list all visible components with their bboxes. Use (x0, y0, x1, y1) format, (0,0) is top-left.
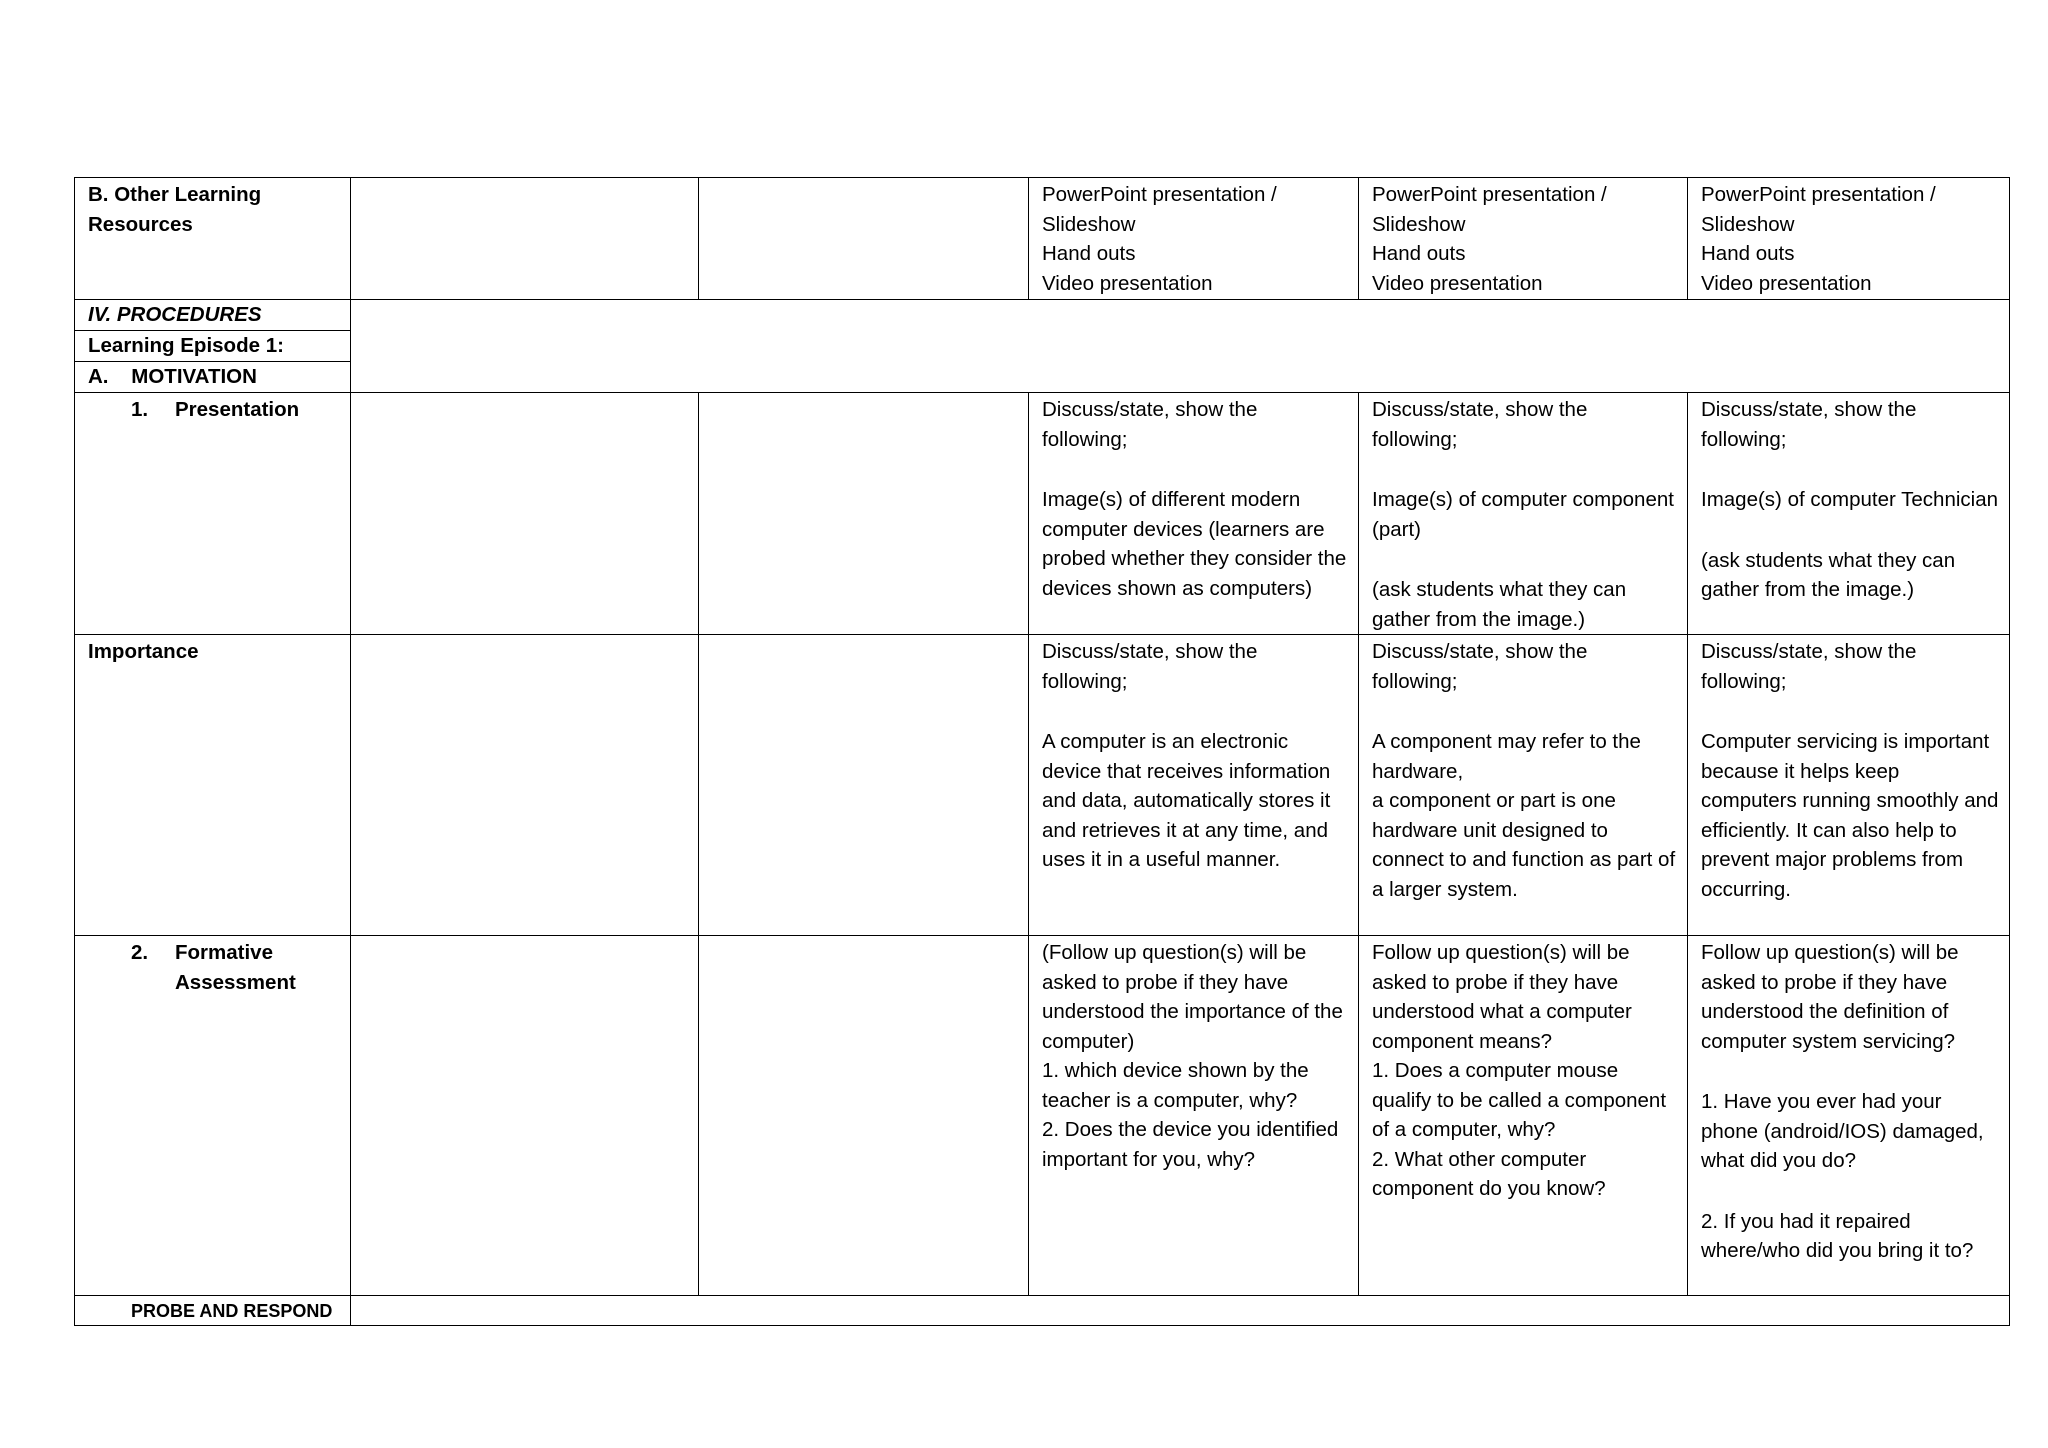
resource-item: Slideshow (1042, 212, 1136, 236)
resources-cell-3 (1688, 178, 2010, 300)
presentation-row (75, 393, 2010, 635)
presentation-label: Presentation (175, 398, 300, 421)
importance-body: Computer servicing is important because it helps keep computers running smoothly and efficiently. It can also help to prevent major problems from occurring. (1701, 730, 1999, 901)
resource-item: Video presentation (1372, 271, 1543, 295)
resource-item: Hand outs (1042, 242, 1136, 265)
procedures-label: IV. PROCEDURES (75, 300, 351, 331)
formative-text: (Follow up question(s) will be asked to probe if they have understood the importance of the computer) 1. which device shown by the teacher is a computer, why? 2. Does the device you identified important for you, why? (1042, 941, 1343, 1171)
presentation-body: Image(s) of computer component (part) (1372, 488, 1674, 541)
formative-cell-1 (1029, 936, 1359, 1296)
importance-label: Importance (75, 635, 351, 936)
presentation-body: Image(s) of computer Technician (1701, 488, 1999, 511)
presentation-note: (ask students what they can gather from the image.) (1701, 548, 1956, 601)
formative-number: 2. (131, 941, 149, 964)
presentation-number: 1. (131, 398, 149, 421)
presentation-body: Image(s) of different modern computer devices (learners are probed whether they consider the devices shown as computers) (1042, 488, 1347, 600)
presentation-intro: Discuss/state, show the following; (1701, 398, 1917, 451)
formative-cell-2 (1359, 936, 1688, 1296)
empty-cell (351, 178, 699, 300)
empty-cell (699, 393, 1029, 635)
procedures-row (75, 300, 2010, 331)
empty-cell (699, 178, 1029, 300)
presentation-label-cell (75, 393, 351, 635)
formative-text: Follow up question(s) will be asked to probe if they have understood the definition of computer system servicing? (1701, 941, 1959, 1053)
presentation-intro: Discuss/state, show the following; (1372, 398, 1588, 451)
lesson-plan-table (74, 177, 2010, 1326)
empty-cell (699, 936, 1029, 1296)
formative-row (75, 936, 2010, 1296)
resource-item: PowerPoint presentation / (1372, 183, 1607, 206)
empty-cell (351, 936, 699, 1296)
importance-row (75, 635, 2010, 936)
resource-item: Video presentation (1042, 271, 1213, 295)
importance-intro: Discuss/state, show the following; (1701, 640, 1917, 693)
resource-item: Hand outs (1372, 242, 1466, 265)
importance-cell-3 (1688, 635, 2010, 936)
resources-row (75, 178, 2010, 300)
empty-cell (351, 635, 699, 936)
formative-question-2: 2. If you had it repaired where/who did you bring it to? (1701, 1209, 1974, 1262)
importance-intro: Discuss/state, show the following; (1042, 640, 1258, 693)
resource-item: PowerPoint presentation / (1042, 183, 1277, 206)
presentation-cell-2 (1359, 393, 1688, 635)
importance-cell-2 (1359, 635, 1688, 936)
importance-body: A component may refer to the hardware, a component or part is one hardware unit designed to connect to and function as part of a larger system. (1372, 730, 1676, 901)
presentation-cell-1 (1029, 393, 1359, 635)
empty-cell (699, 635, 1029, 936)
presentation-note: (ask students what they can gather from the image.) (1372, 578, 1627, 631)
probe-label: PROBE AND RESPOND (75, 1296, 351, 1326)
formative-cell-3 (1688, 936, 2010, 1296)
formative-question-1: 1. Have you ever had your phone (android/IOS) damaged, what did you do? (1701, 1090, 1984, 1172)
probe-row (75, 1296, 2010, 1326)
formative-label-1: Formative (175, 941, 273, 964)
formative-label-cell (75, 936, 351, 1296)
resource-item: PowerPoint presentation / (1701, 183, 1936, 206)
resource-item: Video presentation (1701, 271, 1872, 295)
importance-body: A computer is an electronic device that receives information and data, automatically stores it and retrieves it at any time, and uses it in a useful manner. (1042, 730, 1331, 871)
presentation-cell-3 (1688, 393, 2010, 635)
importance-intro: Discuss/state, show the following; (1372, 640, 1588, 693)
importance-cell-1 (1029, 635, 1359, 936)
presentation-intro: Discuss/state, show the following; (1042, 398, 1258, 451)
merged-empty-cell (351, 300, 2010, 393)
resource-item: Slideshow (1701, 212, 1795, 236)
resource-item: Slideshow (1372, 212, 1466, 236)
empty-cell (351, 393, 699, 635)
formative-label-2: Assessment (175, 970, 296, 994)
resource-item: Hand outs (1701, 242, 1795, 265)
resources-cell-2 (1359, 178, 1688, 300)
resources-cell-1 (1029, 178, 1359, 300)
resources-label: B. Other Learning Resources (75, 178, 351, 300)
motivation-label: A. MOTIVATION (75, 362, 351, 393)
merged-empty-cell (351, 1296, 2010, 1326)
formative-text: Follow up question(s) will be asked to probe if they have understood what a computer component means? 1. Does a computer mouse qualify to be called a component of a computer, why? 2. What other computer component do you know? (1372, 941, 1667, 1200)
episode-label: Learning Episode 1: (75, 331, 351, 362)
